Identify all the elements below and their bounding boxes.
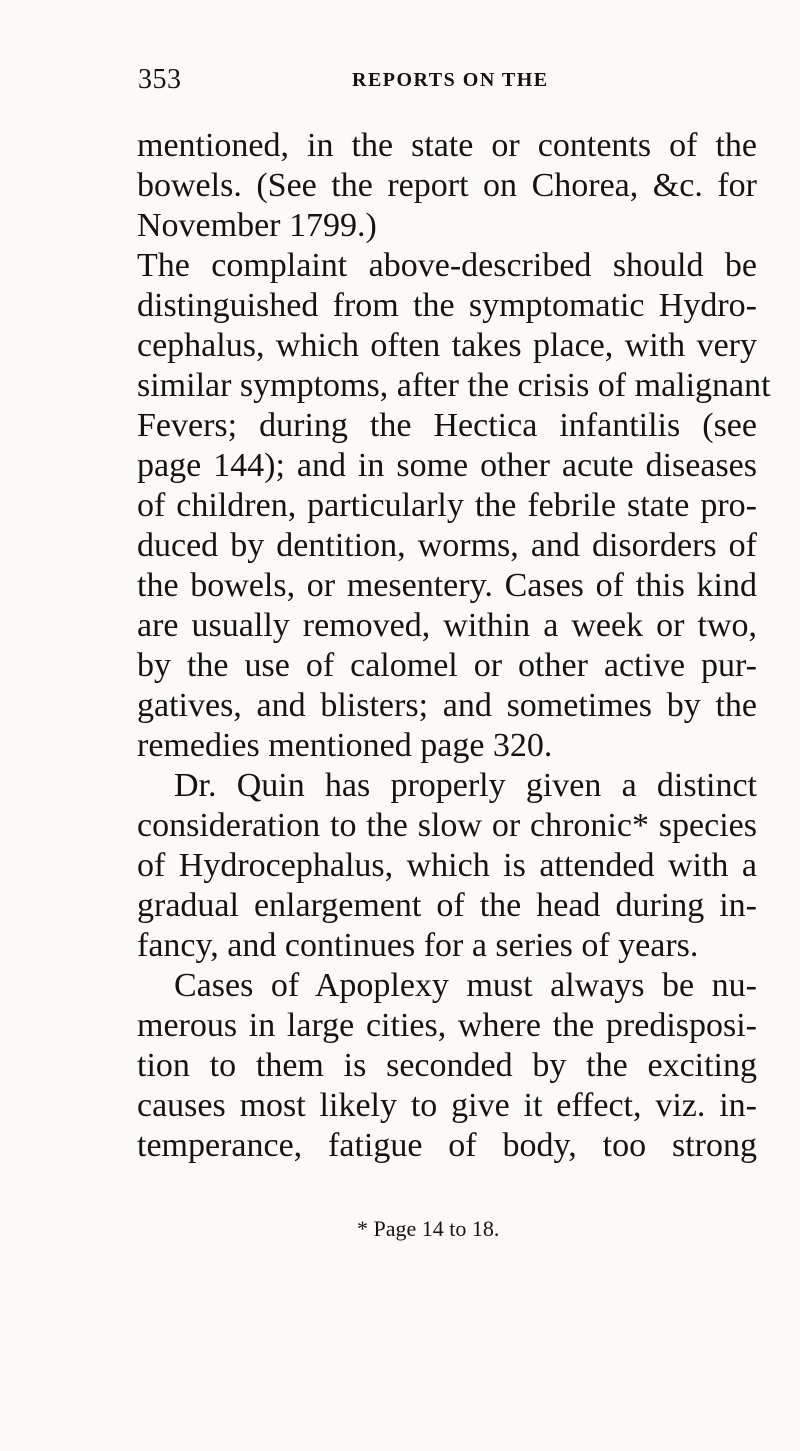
text-line: cephalus, which often takes place, with very [137, 327, 757, 364]
page-number: 353 [138, 64, 182, 95]
text-line: merous in large cities, where the predisposi- [137, 1007, 757, 1044]
text-line: are usually removed, within a week or two, [137, 607, 757, 644]
text-line: tion to them is seconded by the exciting [137, 1047, 757, 1084]
footnote: * Page 14 to 18. [357, 1216, 500, 1241]
text-line: Fevers; during the Hectica infantilis (see [137, 407, 757, 444]
text-line: fancy, and continues for a series of years. [137, 927, 699, 964]
text-line: The complaint above-described should be [137, 247, 757, 284]
text-line: duced by dentition, worms, and disorders of [137, 527, 757, 564]
text-line: consideration to the slow or chronic* species [137, 807, 757, 844]
text-line: temperance, fatigue of body, too strong [137, 1127, 757, 1164]
text-line: Dr. Quin has properly given a distinct [174, 767, 757, 804]
text-line: remedies mentioned page 320. [137, 727, 553, 764]
text-line: distinguished from the symptomatic Hydro- [137, 287, 757, 324]
text-line: similar symptoms, after the crisis of malignant [137, 367, 771, 404]
text-line: mentioned, in the state or contents of the [137, 127, 757, 164]
text-line: of children, particularly the febrile state pro- [137, 487, 757, 524]
page-header [0, 64, 800, 104]
text-line: gradual enlargement of the head during in- [137, 887, 757, 924]
text-line: November 1799.) [137, 207, 377, 244]
text-line: the bowels, or mesentery. Cases of this kind [137, 567, 757, 604]
text-line: of Hydrocephalus, which is attended with a [137, 847, 757, 884]
text-line: page 144); and in some other acute diseases [137, 447, 757, 484]
text-line: gatives, and blisters; and sometimes by the [137, 687, 757, 724]
text-line: by the use of calomel or other active pur- [137, 647, 757, 684]
text-line: causes most likely to give it effect, viz. in- [137, 1087, 757, 1124]
text-line: Cases of Apoplexy must always be nu- [174, 967, 757, 1004]
running-head: REPORTS ON THE [352, 69, 549, 91]
text-line: bowels. (See the report on Chorea, &c. for [137, 167, 757, 204]
